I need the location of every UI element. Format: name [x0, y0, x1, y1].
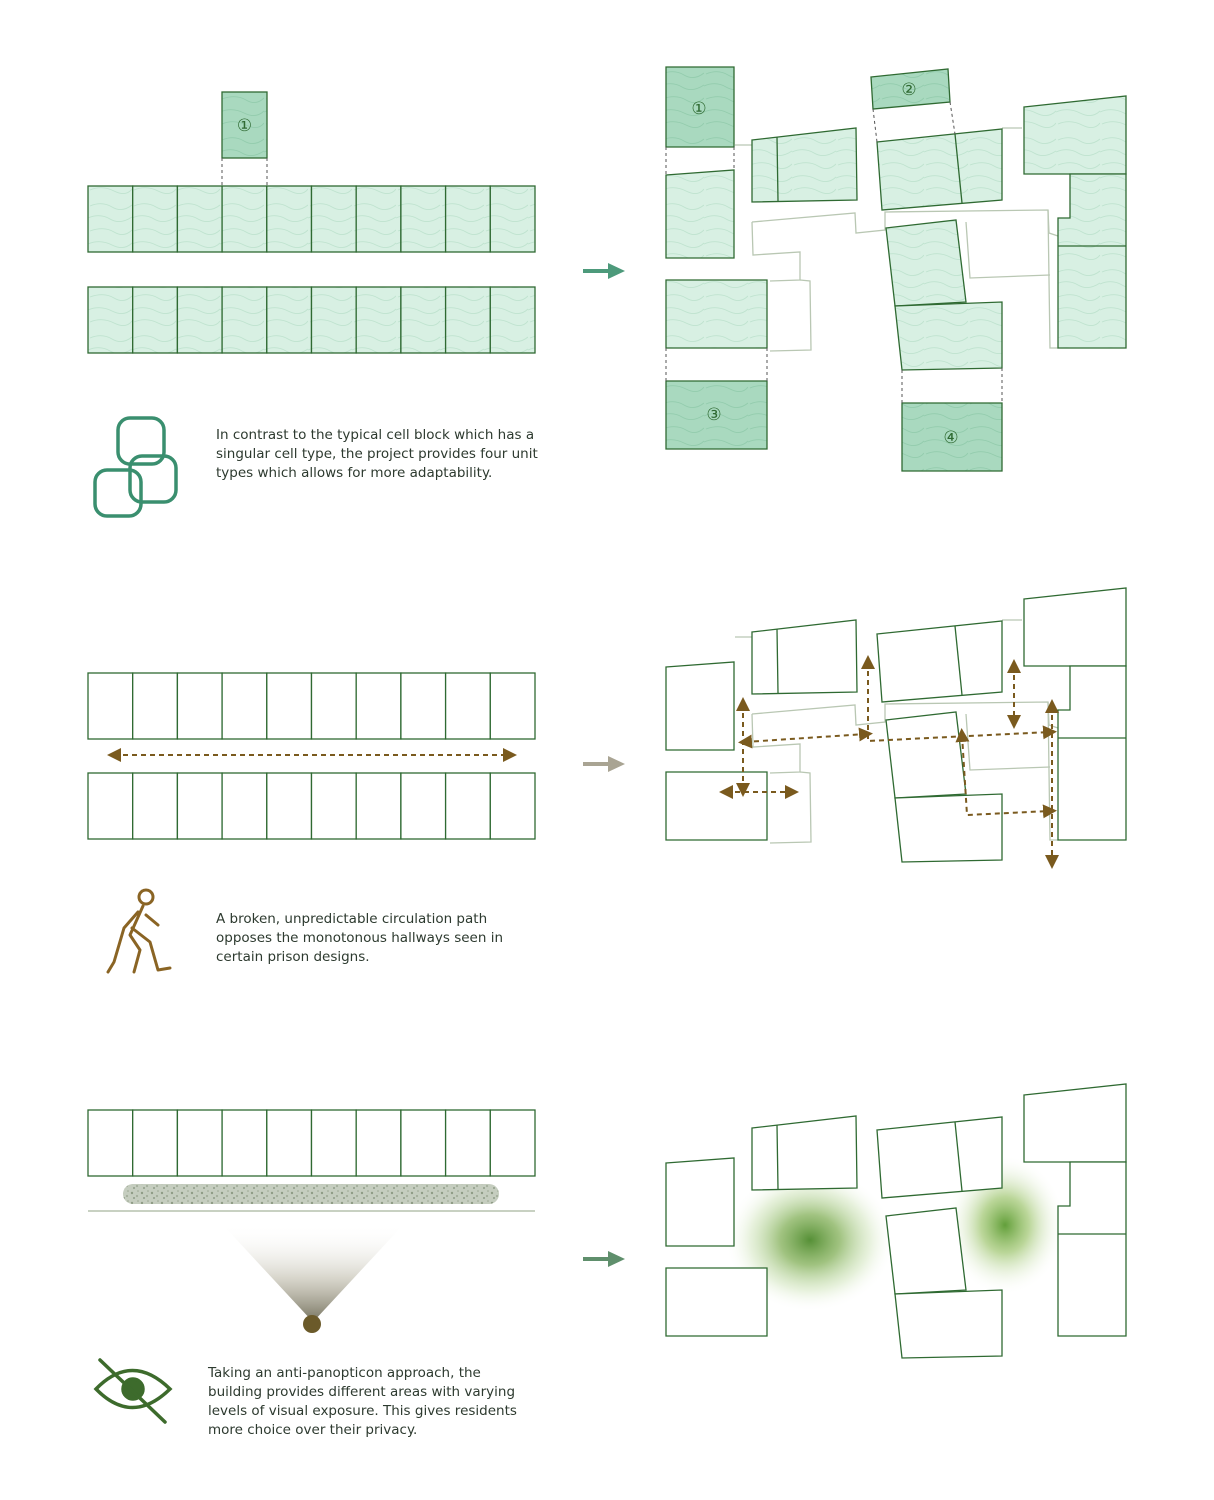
typical-cell-block — [88, 92, 535, 353]
transition-arrow — [583, 1251, 625, 1267]
cell — [222, 1110, 267, 1176]
unit-block — [1058, 1162, 1126, 1336]
eye-slash-icon — [96, 1360, 170, 1422]
unit-block — [752, 620, 857, 694]
connector — [873, 109, 877, 142]
unit-block — [886, 220, 966, 306]
unit-block — [895, 1290, 1002, 1358]
cell — [446, 287, 491, 353]
cell — [401, 773, 446, 839]
cell — [222, 186, 267, 252]
corridor-outline — [770, 772, 811, 843]
transition-arrow — [583, 756, 625, 772]
corridor-outline — [752, 222, 800, 281]
cell — [133, 287, 178, 353]
cell — [490, 186, 535, 252]
unit-block — [666, 280, 767, 348]
cell — [401, 1110, 446, 1176]
cell — [133, 1110, 178, 1176]
cell — [446, 186, 491, 252]
cell — [177, 673, 222, 739]
cell — [88, 186, 133, 252]
cell — [401, 673, 446, 739]
cell — [133, 186, 178, 252]
corridor-outline — [966, 222, 1050, 278]
cell — [267, 186, 312, 252]
unit-block — [1024, 96, 1126, 174]
cell — [356, 773, 401, 839]
cell — [312, 1110, 357, 1176]
panopticon-block — [88, 1110, 535, 1176]
cell — [267, 287, 312, 353]
corridor-outline — [752, 714, 800, 773]
cell — [88, 673, 133, 739]
unit-block — [1058, 666, 1126, 840]
cell — [222, 287, 267, 353]
unit-block — [895, 794, 1002, 862]
unit-block — [877, 1117, 1002, 1198]
cell — [312, 773, 357, 839]
unit-block — [1024, 1084, 1126, 1162]
unit-block — [886, 1208, 966, 1294]
cell — [88, 773, 133, 839]
corridor-outline — [966, 714, 1050, 770]
cell — [490, 287, 535, 353]
connector — [950, 102, 955, 134]
unit-type-label: ④ — [943, 428, 959, 448]
unit-block — [877, 621, 1002, 702]
cell — [267, 773, 312, 839]
unit-block — [895, 302, 1002, 370]
cell — [401, 186, 446, 252]
unit-block — [666, 1158, 734, 1246]
overlapping-squares-icon — [95, 418, 176, 516]
unit-block — [886, 712, 966, 798]
plan-outline — [666, 588, 1126, 862]
unit-block — [1058, 174, 1126, 348]
cell — [356, 1110, 401, 1176]
cell — [222, 673, 267, 739]
cell — [356, 287, 401, 353]
cell — [446, 673, 491, 739]
cell — [177, 186, 222, 252]
unit-type-label: ② — [901, 80, 917, 100]
unit-block — [752, 1116, 857, 1190]
visibility-cone — [88, 1184, 535, 1333]
cell — [490, 773, 535, 839]
cell — [312, 287, 357, 353]
cell — [177, 773, 222, 839]
unit-block — [666, 170, 734, 258]
unit-block — [666, 772, 767, 840]
caption-unit-types: In contrast to the typical cell block which has a singular cell type, the project provides four unit types which allows for more adaptability. — [216, 427, 538, 481]
unit-block — [877, 129, 1002, 210]
cell — [222, 773, 267, 839]
cell — [446, 1110, 491, 1176]
cell — [401, 287, 446, 353]
unit-types-plan — [666, 67, 1126, 471]
cell — [133, 773, 178, 839]
unit-type-label: ① — [691, 99, 707, 119]
caption-visual-exposure: Taking an anti-panopticon approach, the building provides different areas with varying levels of visual exposure. This gives residents more choice over their privacy. — [208, 1365, 517, 1438]
unit-block — [666, 662, 734, 750]
cell — [490, 1110, 535, 1176]
cell — [88, 1110, 133, 1176]
cell — [312, 673, 357, 739]
caption-circulation: A broken, unpredictable circulation path opposes the monotonous hallways seen in certain prison designs. — [216, 911, 504, 965]
cell — [356, 186, 401, 252]
unit-block — [666, 1268, 767, 1336]
circulation-path — [745, 734, 866, 742]
circulation-plan — [666, 588, 1126, 862]
corridor-outline — [770, 280, 811, 351]
cell — [88, 287, 133, 353]
cell — [267, 673, 312, 739]
unit-block — [1024, 588, 1126, 666]
cell — [133, 673, 178, 739]
cell — [356, 673, 401, 739]
unit-type-label: ① — [236, 116, 253, 136]
cell — [446, 773, 491, 839]
cell — [490, 673, 535, 739]
transition-arrow — [583, 263, 625, 279]
cell — [177, 1110, 222, 1176]
cell — [267, 1110, 312, 1176]
walking-person-icon — [108, 890, 170, 972]
unit-type-label: ③ — [706, 405, 722, 425]
cell — [177, 287, 222, 353]
cell — [312, 186, 357, 252]
unit-block — [752, 128, 857, 202]
